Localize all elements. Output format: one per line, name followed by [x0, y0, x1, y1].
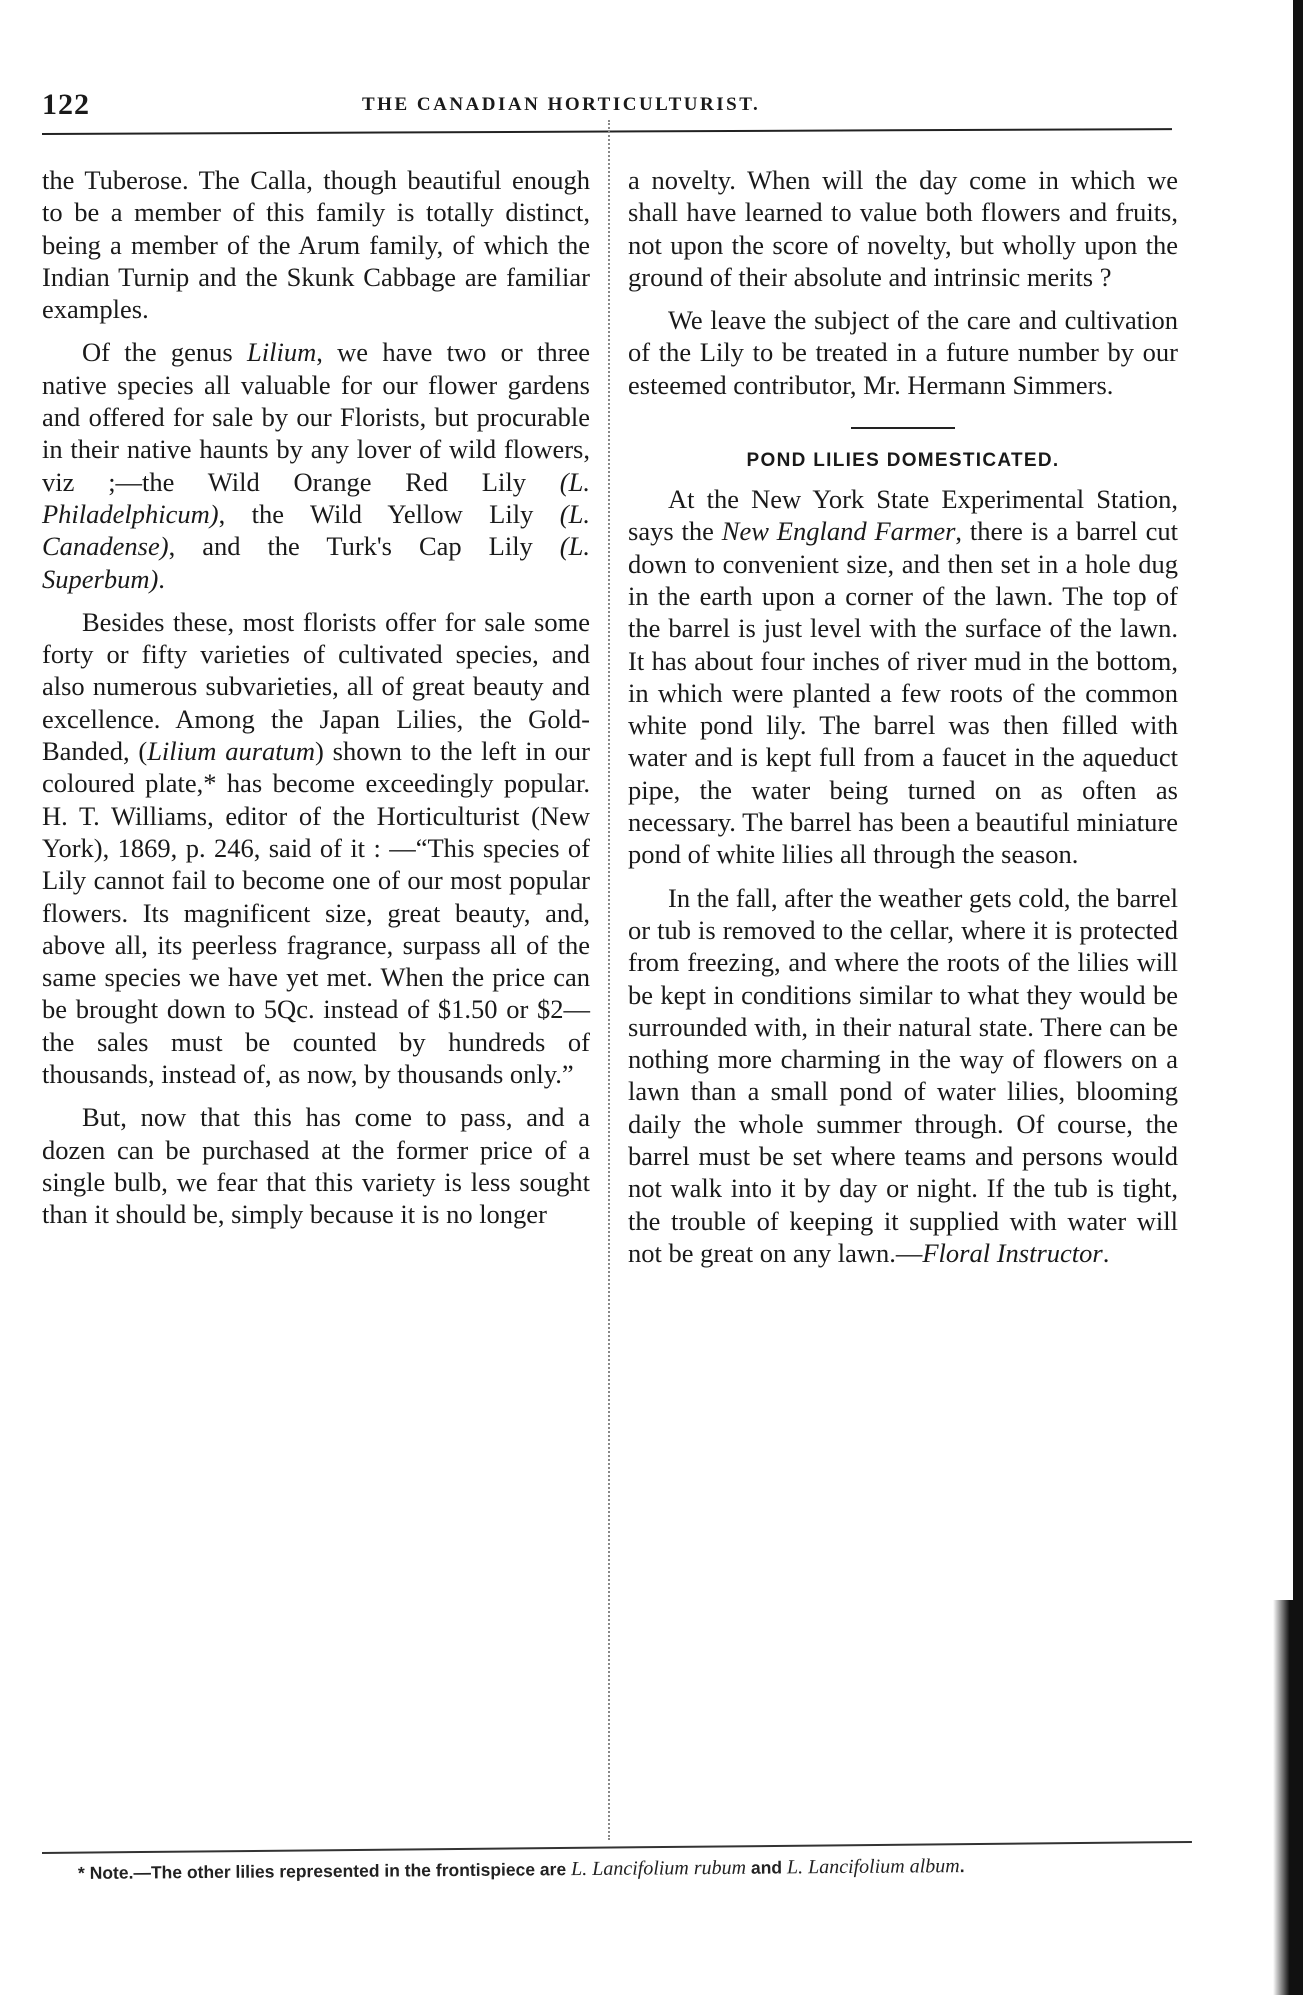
left-paragraph-2: Of the genus Lilium, we have two or three native species all valuable for our flower gardens and offered for sale by our Florists, but procurable in their native haunts by any lover of wild flowers, viz ;—the Wild Orange Red Lily (L. Philadelphicum), the Wild Yellow Lily (L. Canadense), and the Turk's Cap Lily (L. Superbum). [42, 337, 590, 594]
right-column [628, 164, 1178, 1280]
binding-shadow [1273, 1600, 1303, 1995]
page-header [42, 88, 1172, 128]
footnote: * Note.—The other lilies represented in the frontispiece are L. Lancifolium rubum and L. Lancifolium album. [77, 1855, 965, 1883]
left-paragraph-3: Besides these, most florists offer for sale some forty or fifty varieties of cultivated species, and also numerous subvarieties, all of great beauty and excellence. Among the Japan Lilies, the Gold-Banded, (Lilium auratum) shown to the left in our coloured plate,* has become exceedingly popular. H. T. Williams, editor of the Horticulturist (New York), 1869, p. 246, said of it : —“This species of Lily cannot fail to become one of our most popular flowers. Its magnificent size, great beauty, and, above all, its peerless fragrance, surpass all of the same species we have yet met. When the price can be brought down to 5Qc. instead of $1.50 or $2—the sales must be counted by hundreds of thousands, instead of, as now, by thousands only.” [42, 606, 590, 1090]
right-paragraph-1: a novelty. When will the day come in which we shall have learned to value both flowers and fruits, not upon the score of novelty, but wholly upon the ground of their absolute and intrinsic merits ? [628, 165, 1178, 292]
page-number: 122 [42, 88, 90, 121]
column-divider [608, 120, 610, 1840]
running-head: THE CANADIAN HORTICULTURIST. [362, 94, 761, 115]
section-title: POND LILIES DOMESTICATED. [746, 450, 1060, 472]
right-paragraph-2: We leave the subject of the care and cultivation of the Lily to be treated in a future number by our esteemed contributor, Mr. Hermann Simmers. [628, 305, 1178, 400]
right-paragraph-3: At the New York State Experimental Station, says the New England Farmer, there is a barrel cut down to convenient size, and then set in a hole dug in the earth upon a corner of the lawn. The top of the barrel is just level with the surface of the lawn. It has about four inches of river mud in the bottom, in which were planted a few roots of the common white pond lily. The barrel was then filled with water and is kept full from a faucet in the aqueduct pipe, the water being turned on as often as necessary. The barrel has been a beautiful miniature pond of white lilies all through the season. [628, 484, 1179, 870]
footnote-rule [42, 1841, 1192, 1854]
left-column [42, 164, 590, 1242]
left-paragraph-1: the Tuberose. The Calla, though beautiful enough to be a member of this family is totally distinct, being a member of the Arum family, of which the Indian Turnip and the Skunk Cabbage are familiar examples. [42, 165, 590, 325]
section-separator [851, 427, 955, 429]
left-paragraph-4: But, now that this has come to pass, and a dozen can be purchased at the former price of a single bulb, we fear that this variety is less sought than it should be, simply because it is no longer [42, 1102, 590, 1230]
header-rule [42, 128, 1172, 135]
right-paragraph-4: In the fall, after the weather gets cold, the barrel or tub is removed to the cellar, where it is protected from freezing, and where the roots of the lilies will be kept in conditions similar to what they would be surrounded with, in their natural state. There can be nothing more charming in the way of flowers on a lawn than a small pond of water lilies, blooming daily the whole summer through. Of course, the barrel must be set where teams and persons would not walk into it by day or night. If the tub is tight, the trouble of keeping it supplied with water will not be great on any lawn.—Floral Instructor. [628, 882, 1178, 1268]
